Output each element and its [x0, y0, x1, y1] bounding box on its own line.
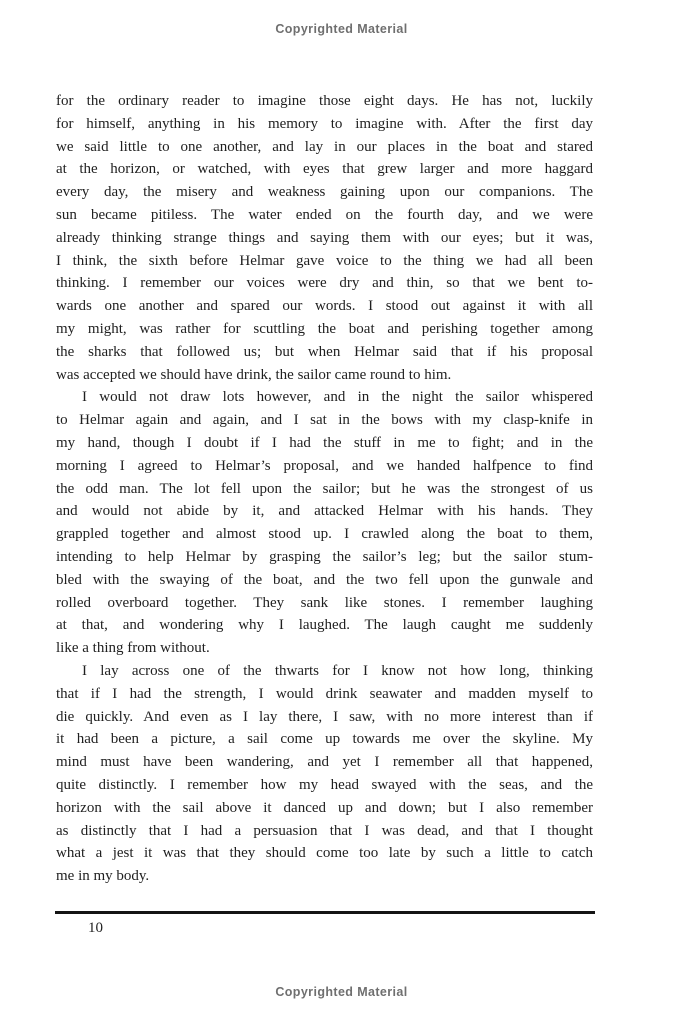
text-line: that if I had the strength, I would drink seawater and madden myself to — [56, 685, 593, 702]
text-line: was accepted we should have drink, the sailor came round to him. — [56, 366, 452, 383]
text-line: my hand, though I doubt if I had the stuff in me to fight; and in the — [56, 434, 593, 451]
text-line: every day, the misery and weakness gaining upon our companions. The — [56, 184, 593, 201]
text-line: bled with the swaying of the boat, and the two fell upon the gunwale and — [56, 571, 593, 588]
text-line: we said little to one another, and lay in our places in the boat and stared — [56, 138, 593, 155]
text-line: it had been a picture, a sail come up towards me over the skyline. My — [56, 731, 593, 748]
body-text — [56, 90, 593, 888]
text-line: what a jest it was that they should come too late by such a little to catch — [56, 845, 593, 862]
paragraph — [56, 660, 593, 888]
text-line: quite distinctly. I remember how my head swayed with the seas, and the — [56, 776, 593, 793]
copyright-notice-bottom: Copyrighted Material — [275, 985, 408, 999]
text-line: the sharks that followed us; but when Helmar said that if his proposal — [56, 343, 593, 360]
text-line: I lay across one of the thwarts for I know not how long, thinking — [82, 662, 593, 679]
text-line: grappled together and almost stood up. I crawled along the boat to them, — [56, 526, 593, 543]
text-line: and would not abide by it, and attacked Helmar with his hands. They — [56, 503, 593, 520]
text-line: for himself, anything in his memory to imagine with. After the first day — [56, 115, 593, 132]
paragraph — [56, 90, 593, 386]
text-line: at the horizon, or watched, with eyes that grew larger and more haggard — [56, 161, 593, 178]
text-line: to Helmar again and again, and I sat in the bows with my clasp-knife in — [56, 412, 593, 429]
text-line: die quickly. And even as I lay there, I saw, with no more interest than if — [56, 708, 593, 725]
text-line: thinking. I remember our voices were dry and thin, so that we bent to- — [56, 275, 593, 292]
text-line: already thinking strange things and saying them with our eyes; but it was, — [56, 229, 593, 246]
text-line: at that, and wondering why I laughed. The laugh caught me suddenly — [56, 617, 593, 634]
text-line: mind must have been wandering, and yet I remember all that happened, — [56, 754, 593, 771]
text-line: horizon with the sail above it danced up and down; but I also remember — [56, 799, 593, 816]
text-line: the odd man. The lot fell upon the sailor; but he was the strongest of us — [56, 480, 593, 497]
paragraph — [56, 386, 593, 660]
text-line: like a thing from without. — [56, 640, 210, 657]
text-line: I think, the sixth before Helmar gave voice to the thing we had all been — [56, 252, 593, 269]
text-line: me in my body. — [56, 868, 150, 885]
text-line: as distinctly that I had a persuasion that I was dead, and that I thought — [56, 822, 593, 839]
text-line: I would not draw lots however, and in the night the sailor whispered — [82, 389, 593, 406]
copyright-notice-top: Copyrighted Material — [275, 22, 408, 36]
footer-rule — [55, 911, 595, 914]
text-line: rolled overboard together. They sank like stones. I remember laughing — [56, 594, 593, 611]
text-line: wards one another and spared our words. I stood out against it with all — [56, 298, 593, 315]
text-line: for the ordinary reader to imagine those eight days. He has not, luckily — [56, 93, 593, 109]
page-number: 10 — [88, 920, 103, 936]
text-line: intending to help Helmar by grasping the sailor’s leg; but the sailor stum- — [56, 548, 593, 565]
text-line: sun became pitiless. The water ended on the fourth day, and we were — [56, 206, 593, 223]
text-line: my might, was rather for scuttling the boat and perishing together among — [56, 320, 593, 337]
text-line: morning I agreed to Helmar’s proposal, and we handed halfpence to find — [56, 457, 593, 474]
